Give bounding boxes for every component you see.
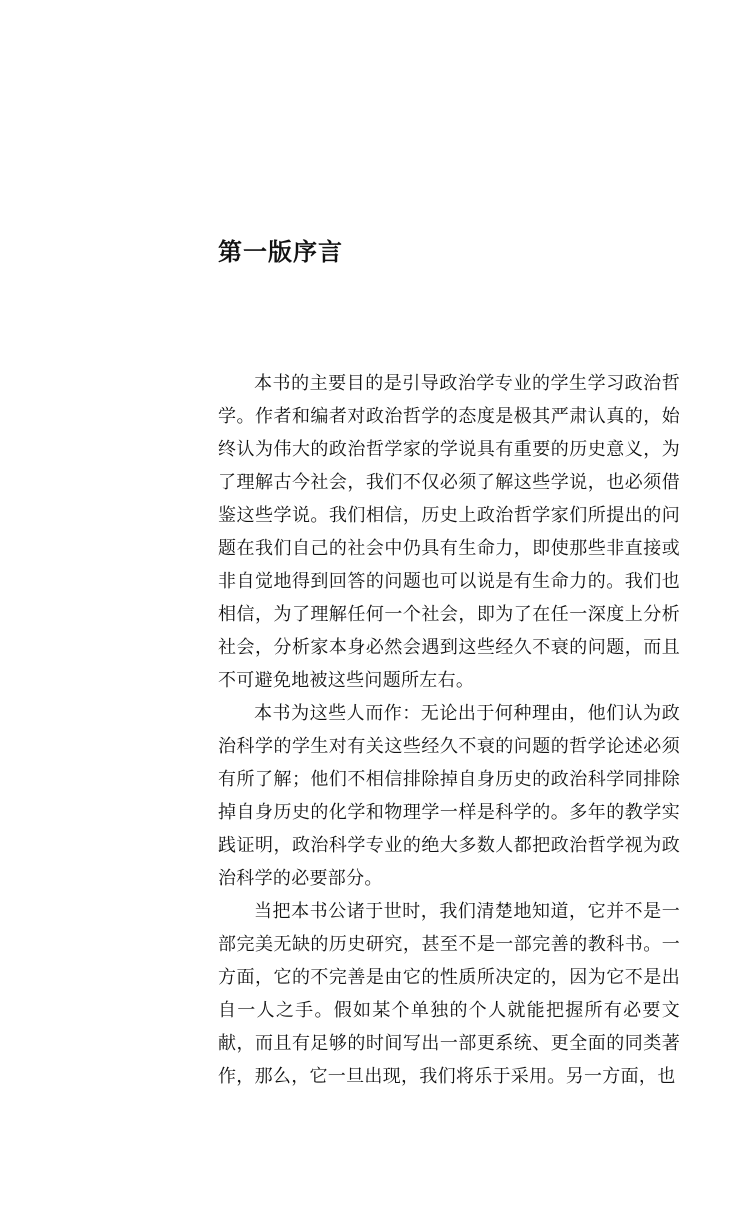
paragraph-1: 本书的主要目的是引导政治学专业的学生学习政治哲学。作者和编者对政治哲学的态度是极其严肃认真的，始终认为伟大的政治哲学家的学说具有重要的历史意义，为了理解古今社会，我们不仅必须了解这些学说，也必须借鉴这些学说。我们相信，历史上政治哲学家们所提出的问题在我们自己的社会中仍具有生命力，即使那些非直接或非自觉地得到回答的问题也可以说是有生命力的。我们也相信，为了理解任何一个社会，即为了在任一深度上分析社会，分析家本身必然会遇到这些经久不衰的问题，而且不可避免地被这些问题所左右。	[218, 373, 680, 691]
preface-body	[218, 367, 680, 1093]
preface-title: 第一版序言	[218, 238, 343, 266]
paragraph-2: 本书为这些人而作：无论出于何种理由，他们认为政治科学的学生对有关这些经久不衰的问题的哲学论述必须有所了解；他们不相信排除掉自身历史的政治科学同排除掉自身历史的化学和物理学一样是科学的。多年的教学实践证明，政治科学专业的绝大多数人都把政治哲学视为政治科学的必要部分。	[218, 703, 680, 889]
paragraph-3: 当把本书公诸于世时，我们清楚地知道，它并不是一部完美无缺的历史研究，甚至不是一部完善的教科书。一方面，它的不完善是由它的性质所决定的，因为它不是出自一人之手。假如某个单独的个人就能把握所有必要文献，而且有足够的时间写出一部更系统、更全面的同类著作，那么，它一旦出现，我们将乐于采用。另一方面，也	[218, 901, 680, 1087]
